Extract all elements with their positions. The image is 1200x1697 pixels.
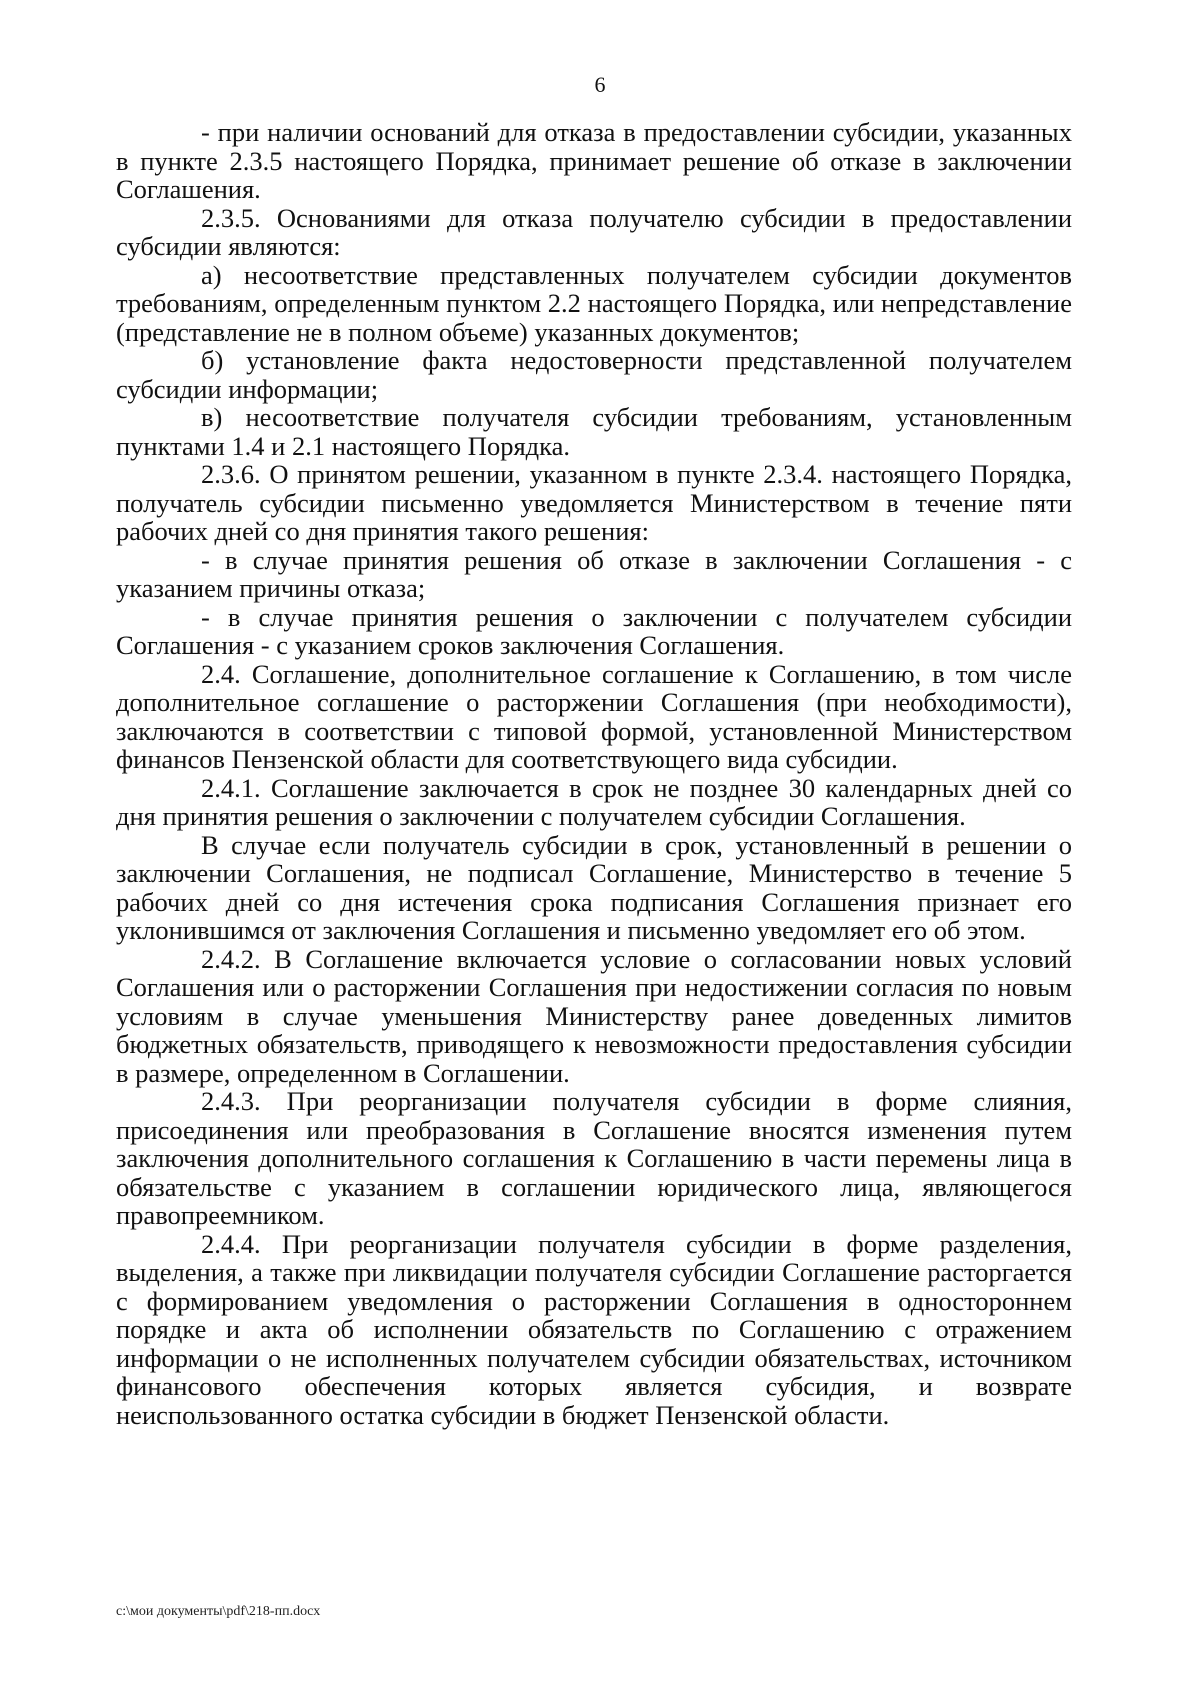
paragraph: 2.4.1. Соглашение заключается в срок не позднее 30 календарных дней со дня принятия решения о заключении с получателем субсидии Соглашения.: [116, 772, 1072, 831]
paragraph: 2.4.2. В Соглашение включается условие о согласовании новых условий Соглашения или о расторжении Соглашения при недостижении согласия по новым условиям в случае уменьшения Министерству ранее доведенных лимитов бюджетных обязательств, приводящего к невозможности предоставления субсидии в размере, определенном в Соглашении.: [116, 943, 1072, 1088]
paragraph: В случае если получатель субсидии в срок, установленный в решении о заключении Соглашения, не подписал Соглашение, Министерство в течение 5 рабочих дней со дня истечения срока подписания Соглашения признает его уклонившимся от заключения Соглашения и письменно уведомляет его об этом.: [116, 829, 1072, 945]
footer-file-path: c:\мои документы\pdf\218-пп.docx: [116, 1604, 321, 1619]
paragraph: - в случае принятия решения о заключении с получателем субсидии Соглашения - с указанием сроков заключения Соглашения.: [116, 601, 1072, 660]
paragraph: 2.4. Соглашение, дополнительное соглашение к Соглашению, в том числе дополнительное соглашение о расторжении Соглашения (при необходимости), заключаются в соответствии с типовой формой, установленной Министерством финансов Пензенской области для соответствующего вида субсидии.: [116, 658, 1072, 774]
paragraph: в) несоответствие получателя субсидии требованиям, установленным пунктами 1.4 и 2.1 настоящего Порядка.: [116, 402, 1072, 461]
paragraph: 2.3.5. Основаниями для отказа получателю субсидии в предоставлении субсидии являются:: [116, 202, 1072, 261]
paragraph: 2.4.3. При реорганизации получателя субсидии в форме слияния, присоединения или преобразования в Соглашение вносятся изменения путем заключения дополнительного соглашения к Соглашению в части перемены лица в обязательстве с указанием в соглашении юридического лица, являющегося правопреемником.: [116, 1086, 1072, 1230]
paragraph: - в случае принятия решения об отказе в заключении Соглашения - с указанием причины отказа;: [116, 544, 1072, 603]
paragraph: 2.4.4. При реорганизации получателя субсидии в форме разделения, выделения, а также при ликвидации получателя субсидии Соглашение расторгается с формированием уведомления о расторжении Соглашения в одностороннем порядке и акта об исполнении обязательств по Соглашению с отражением информации о не исполненных получателем субсидии обязательствах, источником финансового обеспечения которых является субсидия, и возврате неиспользованного остатка субсидии в бюджет Пензенской области.: [116, 1228, 1072, 1430]
paragraph: 2.3.6. О принятом решении, указанном в пункте 2.3.4. настоящего Порядка, получатель субсидии письменно уведомляется Министерством в течение пяти рабочих дней со дня принятия такого решения:: [116, 459, 1072, 546]
document-body: [116, 118, 1072, 1429]
paragraph: б) установление факта недостоверности представленной получателем субсидии информации;: [116, 345, 1072, 404]
page-number: 6: [594, 72, 606, 97]
paragraph: - при наличии оснований для отказа в предоставлении субсидии, указанных в пункте 2.3.5 настоящего Порядка, принимает решение об отказе в заключении Соглашения.: [116, 117, 1072, 204]
paragraph: а) несоответствие представленных получателем субсидии документов требованиям, определенным пунктом 2.2 настоящего Порядка, или непредставление (представление не в полном объеме) указанных документов;: [116, 259, 1072, 347]
